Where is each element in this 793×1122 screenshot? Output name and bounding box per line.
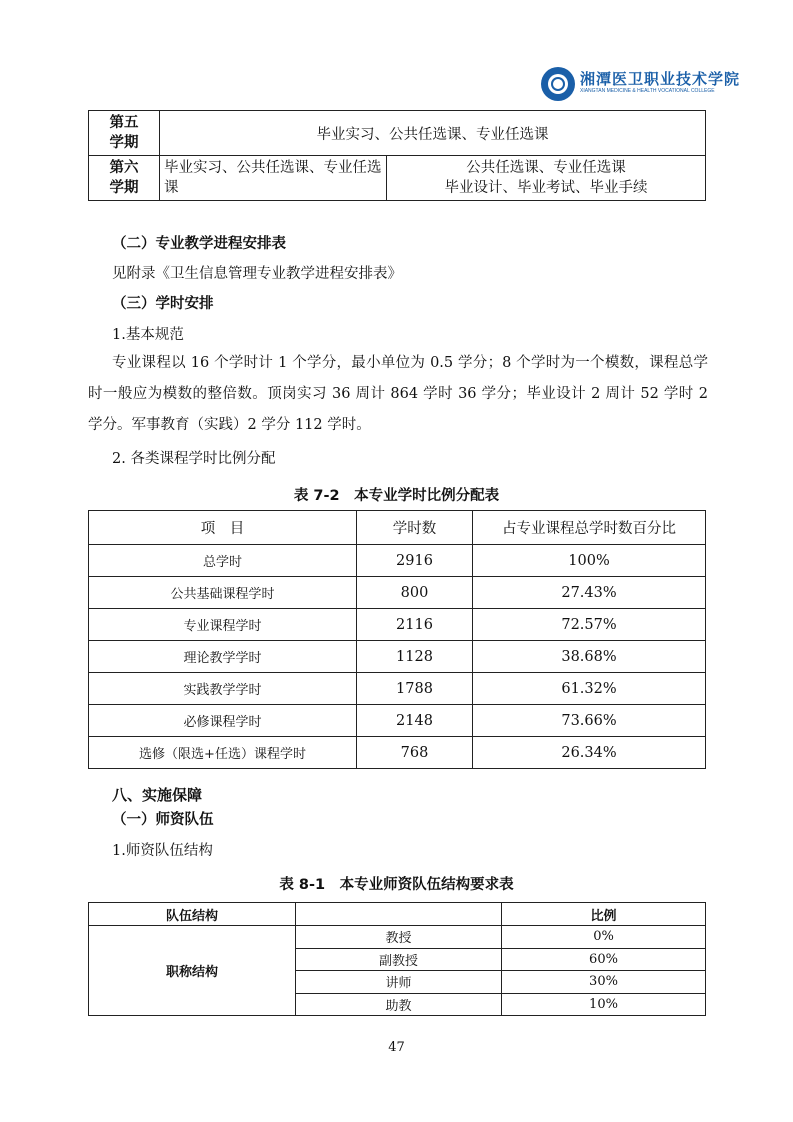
table-row [89,673,706,705]
term-label: 第五 学期 [89,111,160,156]
table-cell: 讲师 [296,971,502,994]
table-caption: 表 8-1 本专业师资队伍结构要求表 [279,877,514,893]
column-header: 项 目 [89,511,357,545]
body-paragraph: 专业课程以 16 个学时计 1 个学分，最小单位为 0.5 学分；8 个学时为一个模数，课程总学时一般应为模数的整倍数。顶岗实习 36 周计 864 学时 36 学分；毕业设计 2 周计 52 学时 2 学分。军事教育（实践）2 学分 112 学时。 [88,355,708,433]
term-label: 第六 学期 [89,156,160,201]
table-cell: 60% [502,948,706,971]
school-emblem-icon [540,66,576,102]
column-header: 比例 [502,903,706,926]
table-cell: 教授 [296,926,502,949]
table-cell: 总学时 [89,545,357,577]
table-cell: 27.43% [473,577,706,609]
table-cell: 61.32% [473,673,706,705]
table-cell: 选修（限选+任选）课程学时 [89,737,357,769]
table-row [89,545,706,577]
table-cell: 100% [473,545,706,577]
table-cell: 理论教学学时 [89,641,357,673]
subheading: 1.师资队伍结构 [112,843,213,859]
table-cell: 10% [502,993,706,1016]
section-heading: （一）师资队伍 [112,812,214,828]
table-cell: 专业课程学时 [89,609,357,641]
column-header [296,903,502,926]
section-heading: （三）学时安排 [112,296,214,312]
table-cell: 公共基础课程学时 [89,577,357,609]
table-cell: 2148 [357,705,473,737]
school-name-cn: 湘潭医卫职业技术学院 [580,70,741,88]
table-row [89,577,706,609]
table-cell: 800 [357,577,473,609]
table-row [89,641,706,673]
group-cell: 职称结构 [89,926,296,1016]
table-cell: 实践教学学时 [89,673,357,705]
faculty-structure-table [88,902,706,1016]
term-cell: 公共任选课、专业任选课 毕业设计、毕业考试、毕业手续 [387,156,706,201]
table-cell: 30% [502,971,706,994]
hours-ratio-table [88,510,706,769]
table-cell: 72.57% [473,609,706,641]
column-header: 队伍结构 [89,903,296,926]
table-cell: 2916 [357,545,473,577]
section-heading: 八、实施保障 [112,786,203,804]
subheading: 1.基本规范 [112,327,184,343]
school-logo [540,66,741,104]
column-header: 学时数 [357,511,473,545]
table-cell: 副教授 [296,948,502,971]
table-cell: 助教 [296,993,502,1016]
table-cell: 73.66% [473,705,706,737]
school-name-en: XIANGTAN MEDICINE & HEALTH VOCATIONAL COLLEGE [580,88,715,94]
subheading: 2. 各类课程学时比例分配 [112,451,276,467]
section-heading: （二）专业教学进程安排表 [112,236,286,252]
table-cell: 0% [502,926,706,949]
table-row [89,609,706,641]
table-cell: 1128 [357,641,473,673]
page-number: 47 [388,1040,405,1055]
table-row [89,926,706,949]
table-cell: 26.34% [473,737,706,769]
table-cell: 2116 [357,609,473,641]
table-cell: 768 [357,737,473,769]
body-text: 见附录《卫生信息管理专业教学进程安排表》 [112,266,402,282]
table-cell: 1788 [357,673,473,705]
term-table [88,110,706,201]
column-header: 占专业课程总学时数百分比 [473,511,706,545]
table-cell: 必修课程学时 [89,705,357,737]
term-cell: 毕业实习、公共任选课、专业任选课 [160,156,387,201]
table-row [89,737,706,769]
term-cell: 毕业实习、公共任选课、专业任选课 [160,111,706,156]
table-row [89,705,706,737]
table-caption: 表 7-2 本专业学时比例分配表 [293,488,500,504]
table-cell: 38.68% [473,641,706,673]
